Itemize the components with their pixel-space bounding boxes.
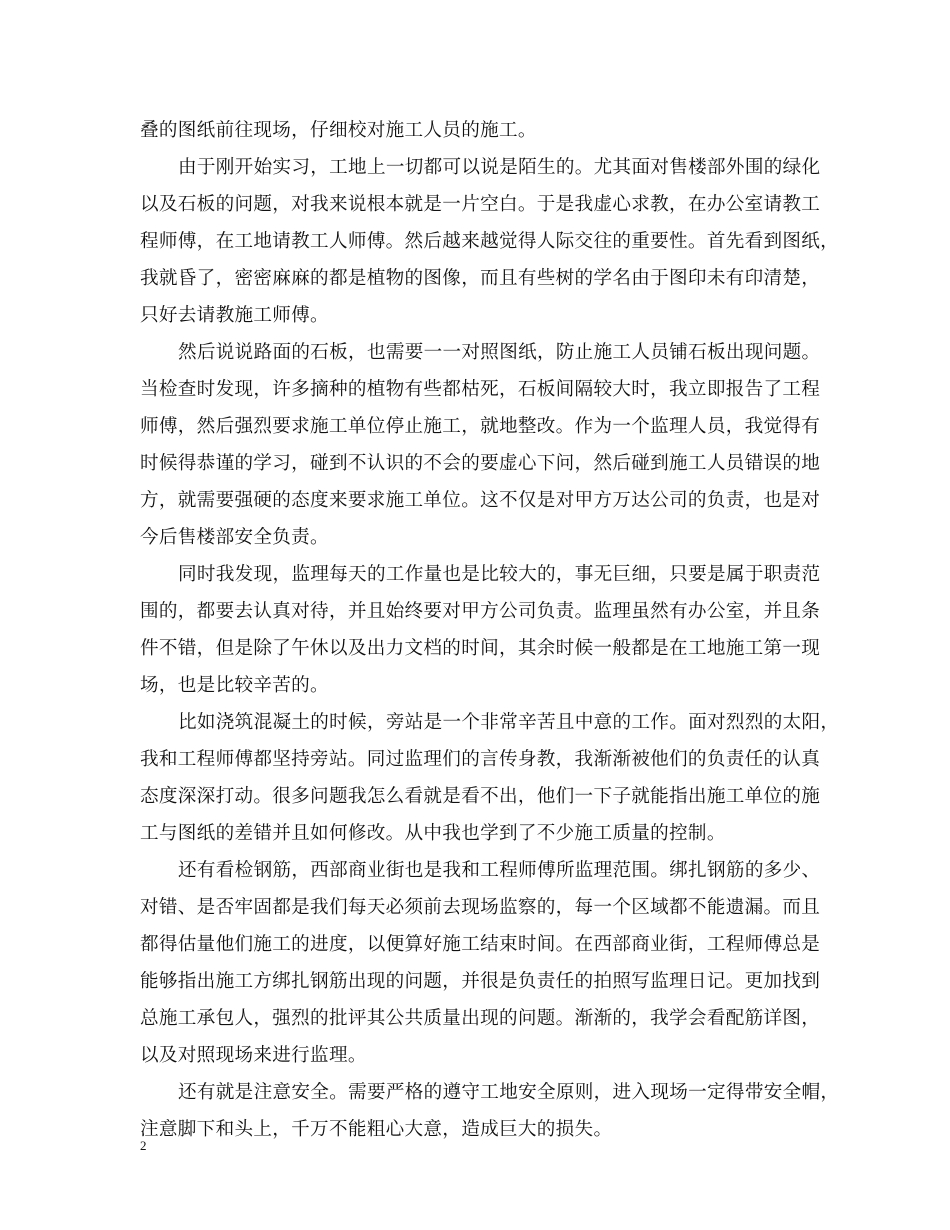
body-text [140, 112, 840, 1148]
text-line: 我就昏了，密密麻麻的都是植物的图像，而且有些树的学名由于图印未有印清楚， [140, 268, 821, 289]
text-line: 然后说说路面的石板，也需要一一对照图纸，防止施工人员铺石板出现问题。 [178, 342, 821, 363]
text-line: 方，就需要强硬的态度来要求施工单位。这不仅是对甲方万达公司的负责，也是对 [140, 490, 821, 511]
text-line: 今后售楼部安全负责。 [140, 527, 329, 548]
text-line: 围的，都要去认真对待，并且始终要对甲方公司负责。监理虽然有办公室，并且条 [140, 601, 821, 622]
text-line: 由于刚开始实习，工地上一切都可以说是陌生的。尤其面对售楼部外围的绿化 [178, 157, 821, 178]
text-line: 都得估量他们施工的进度，以便算好施工结束时间。在西部商业街，工程师傅总是 [140, 934, 821, 955]
text-line: 只好去请教施工师傅。 [140, 305, 329, 326]
text-line: 时候得恭谨的学习，碰到不认识的不会的要虚心下问，然后碰到施工人员错误的地 [140, 453, 821, 474]
text-line: 总施工承包人，强烈的批评其公共质量出现的问题。渐渐的，我学会看配筋详图， [140, 1008, 821, 1029]
text-line: 同时我发现，监理每天的工作量也是比较大的，事无巨细，只要是属于职责范 [178, 564, 821, 585]
text-line: 还有就是注意安全。需要严格的遵守工地安全原则，进入现场一定得带安全帽， [178, 1082, 840, 1103]
text-line: 场，也是比较辛苦的。 [140, 675, 329, 696]
text-line: 以及对照现场来进行监理。 [140, 1045, 367, 1066]
text-line: 件不错，但是除了午休以及出力文档的时间，其余时候一般都是在工地施工第一现 [140, 638, 821, 659]
text-line: 程师傅，在工地请教工人师傅。然后越来越觉得人际交往的重要性。首先看到图纸， [140, 231, 840, 252]
text-line: 态度深深打动。很多问题我怎么看就是看不出，他们一下子就能指出施工单位的施 [140, 786, 821, 807]
text-line: 叠的图纸前往现场，仔细校对施工人员的施工。 [140, 120, 537, 141]
text-line: 还有看检钢筋，西部商业街也是我和工程师傅所监理范围。绑扎钢筋的多少、 [178, 860, 821, 881]
text-line: 注意脚下和头上，千万不能粗心大意，造成巨大的损失。 [140, 1119, 613, 1140]
text-line: 师傅，然后强烈要求施工单位停止施工，就地整改。作为一个监理人员，我觉得有 [140, 416, 821, 437]
page-number: 2 [140, 1138, 147, 1153]
text-line: 对错、是否牢固都是我们每天必须前去现场监察的，每一个区域都不能遗漏。而且 [140, 897, 821, 918]
text-line: 我和工程师傅都坚持旁站。同过监理们的言传身教，我渐渐被他们的负责任的认真 [140, 749, 821, 770]
text-line: 当检查时发现，许多摘种的植物有些都枯死，石板间隔较大时，我立即报告了工程 [140, 379, 821, 400]
text-line: 工与图纸的差错并且如何修改。从中我也学到了不少施工质量的控制。 [140, 823, 726, 844]
text-line: 能够指出施工方绑扎钢筋出现的问题，并很是负责任的拍照写监理日记。更加找到 [140, 971, 821, 992]
text-line: 比如浇筑混凝土的时候，旁站是一个非常辛苦且中意的工作。面对烈烈的太阳， [178, 712, 840, 733]
text-line: 以及石板的问题，对我来说根本就是一片空白。于是我虚心求教，在办公室请教工 [140, 194, 821, 215]
